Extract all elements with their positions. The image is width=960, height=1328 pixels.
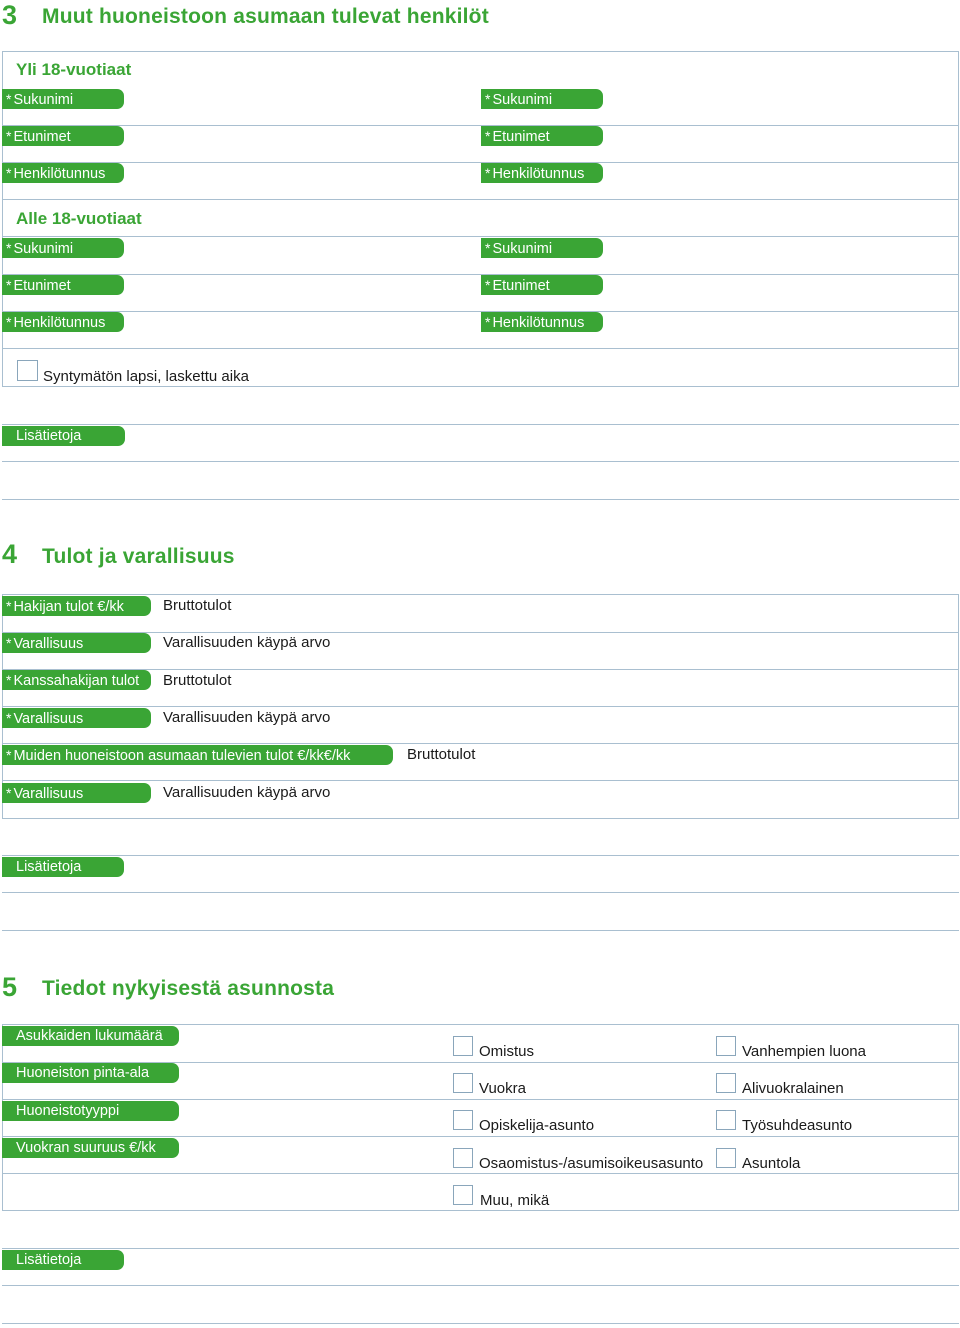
- gross-income-label: Bruttotulot: [163, 597, 232, 614]
- section3-extra-info-label[interactable]: Lisätietoja: [2, 426, 125, 446]
- divider: [2, 1210, 959, 1211]
- required-mark: *: [485, 128, 491, 144]
- coapplicant-assets-label[interactable]: [2, 708, 151, 728]
- section-number: 4: [2, 539, 18, 569]
- divider: [2, 386, 959, 387]
- applicant-income-label[interactable]: [2, 596, 151, 616]
- required-mark: *: [6, 240, 12, 256]
- rental-label: Vuokra: [479, 1080, 526, 1097]
- student-housing-checkbox[interactable]: [453, 1110, 473, 1130]
- field-underline: [2, 780, 959, 781]
- required-mark: *: [6, 277, 12, 293]
- required-mark: *: [485, 165, 491, 181]
- floor-area-label[interactable]: Huoneiston pinta-ala: [2, 1063, 179, 1083]
- apartment-type-label[interactable]: Huoneistotyyppi: [2, 1101, 179, 1121]
- asset-value-label: Varallisuuden käypä arvo: [163, 634, 331, 651]
- other-housing-label: Muu, mikä: [480, 1192, 550, 1209]
- label-text: Etunimet: [492, 129, 550, 145]
- required-mark: *: [6, 128, 12, 144]
- coapplicant-income-label[interactable]: [2, 670, 151, 690]
- divider: [2, 424, 959, 425]
- required-mark: *: [485, 277, 491, 293]
- gross-income-label: Bruttotulot: [407, 746, 476, 763]
- subtenant-label: Alivuokralainen: [742, 1080, 844, 1097]
- field-underline: [2, 199, 959, 200]
- label-text: Henkilötunnus: [492, 315, 585, 331]
- label-text: Varallisuus: [13, 636, 84, 652]
- minor1-surname-label[interactable]: [2, 238, 124, 258]
- divider: [2, 594, 959, 595]
- extra-info-line: [2, 461, 959, 462]
- minor1-firstnames-label[interactable]: [2, 275, 124, 295]
- label-text: Etunimet: [13, 129, 71, 145]
- applicant-assets-label[interactable]: [2, 633, 151, 653]
- residents-count-label[interactable]: Asukkaiden lukumäärä: [2, 1026, 179, 1046]
- required-mark: *: [6, 165, 12, 181]
- label-text: Kanssahakijan tulot: [13, 673, 140, 689]
- minor2-surname-label[interactable]: [481, 238, 603, 258]
- employer-housing-label: Työsuhdeasunto: [742, 1117, 853, 1134]
- frame-right: [958, 51, 959, 387]
- part-ownership-label: Osaomistus-/asumisoikeusasunto: [479, 1155, 704, 1172]
- dormitory-checkbox[interactable]: [716, 1148, 736, 1168]
- field-underline: [2, 1173, 959, 1174]
- label-text: Sukunimi: [13, 92, 74, 108]
- minor2-firstnames-label[interactable]: [481, 275, 603, 295]
- label-text: Muiden huoneistoon asumaan tulevien tulot €/kk€/kk: [13, 748, 351, 764]
- field-underline: [2, 743, 959, 744]
- label-text: Henkilötunnus: [13, 315, 106, 331]
- label-text: Sukunimi: [492, 92, 553, 108]
- label-text: Henkilötunnus: [13, 166, 106, 182]
- unborn-child-checkbox[interactable]: [17, 360, 38, 381]
- divider: [2, 1024, 959, 1025]
- asset-value-label: Varallisuuden käypä arvo: [163, 784, 331, 801]
- divider: [2, 236, 959, 237]
- divider: [2, 855, 959, 856]
- required-mark: *: [6, 710, 12, 726]
- extra-info-line: [2, 930, 959, 931]
- field-underline: [2, 706, 959, 707]
- adult2-firstnames-label[interactable]: [481, 126, 603, 146]
- field-underline: [2, 1099, 959, 1100]
- extra-info-line: [2, 1285, 959, 1286]
- divider: [2, 1248, 959, 1249]
- extra-info-line: [2, 892, 959, 893]
- extra-info-line: [2, 1323, 959, 1324]
- required-mark: *: [485, 240, 491, 256]
- required-mark: *: [6, 747, 12, 763]
- required-mark: *: [6, 91, 12, 107]
- rental-checkbox[interactable]: [453, 1073, 473, 1093]
- section-title: Tulot ja varallisuus: [42, 545, 235, 568]
- required-mark: *: [6, 635, 12, 651]
- minors-heading: Alle 18-vuotiaat: [16, 209, 142, 228]
- adult1-ssn-label[interactable]: [2, 163, 124, 183]
- section-title: Muut huoneistoon asumaan tulevat henkilöt: [42, 5, 489, 28]
- divider: [2, 51, 959, 52]
- extra-info-line: [2, 499, 959, 500]
- adult1-firstnames-label[interactable]: [2, 126, 124, 146]
- gross-income-label: Bruttotulot: [163, 672, 232, 689]
- required-mark: *: [6, 785, 12, 801]
- adult2-surname-label[interactable]: [481, 89, 603, 109]
- ownership-label: Omistus: [479, 1043, 535, 1060]
- others-assets-label[interactable]: [2, 783, 151, 803]
- with-parents-checkbox[interactable]: [716, 1036, 736, 1056]
- label-text: Sukunimi: [492, 241, 553, 257]
- field-underline: [2, 1136, 959, 1137]
- minor2-ssn-label[interactable]: [481, 312, 603, 332]
- required-mark: *: [6, 672, 12, 688]
- required-mark: *: [6, 598, 12, 614]
- section-number: 3: [2, 0, 18, 30]
- adult2-ssn-label[interactable]: [481, 163, 603, 183]
- other-housing-checkbox[interactable]: [453, 1185, 473, 1205]
- adult1-surname-label[interactable]: [2, 89, 124, 109]
- section5-extra-info-label[interactable]: Lisätietoja: [2, 1250, 124, 1270]
- section4-extra-info-label[interactable]: Lisätietoja: [2, 857, 124, 877]
- required-mark: *: [485, 314, 491, 330]
- label-text: Henkilötunnus: [492, 166, 585, 182]
- label-text: Varallisuus: [13, 786, 84, 802]
- required-mark: *: [6, 314, 12, 330]
- others-income-label[interactable]: [2, 745, 393, 765]
- divider: [2, 818, 959, 819]
- employer-housing-checkbox[interactable]: [716, 1110, 736, 1130]
- label-text: Etunimet: [13, 278, 71, 294]
- unborn-child-label: Syntymätön lapsi, laskettu aika: [43, 368, 249, 385]
- part-ownership-checkbox[interactable]: [453, 1148, 473, 1168]
- label-text: Sukunimi: [13, 241, 74, 257]
- label-text: Etunimet: [492, 278, 550, 294]
- field-underline: [2, 348, 959, 349]
- section-title: Tiedot nykyisestä asunnosta: [42, 977, 335, 1000]
- rent-amount-label[interactable]: Vuokran suuruus €/kk: [2, 1138, 179, 1158]
- minor1-ssn-label[interactable]: [2, 312, 124, 332]
- label-text: Varallisuus: [13, 711, 84, 727]
- student-housing-label: Opiskelija-asunto: [479, 1117, 595, 1134]
- frame-right: [958, 1024, 959, 1211]
- dormitory-label: Asuntola: [742, 1155, 801, 1172]
- section-number: 5: [2, 972, 18, 1002]
- required-mark: *: [485, 91, 491, 107]
- label-text: Hakijan tulot €/kk: [13, 599, 124, 615]
- subtenant-checkbox[interactable]: [716, 1073, 736, 1093]
- ownership-checkbox[interactable]: [453, 1036, 473, 1056]
- asset-value-label: Varallisuuden käypä arvo: [163, 709, 331, 726]
- with-parents-label: Vanhempien luona: [742, 1043, 866, 1060]
- adults-heading: Yli 18-vuotiaat: [16, 60, 132, 79]
